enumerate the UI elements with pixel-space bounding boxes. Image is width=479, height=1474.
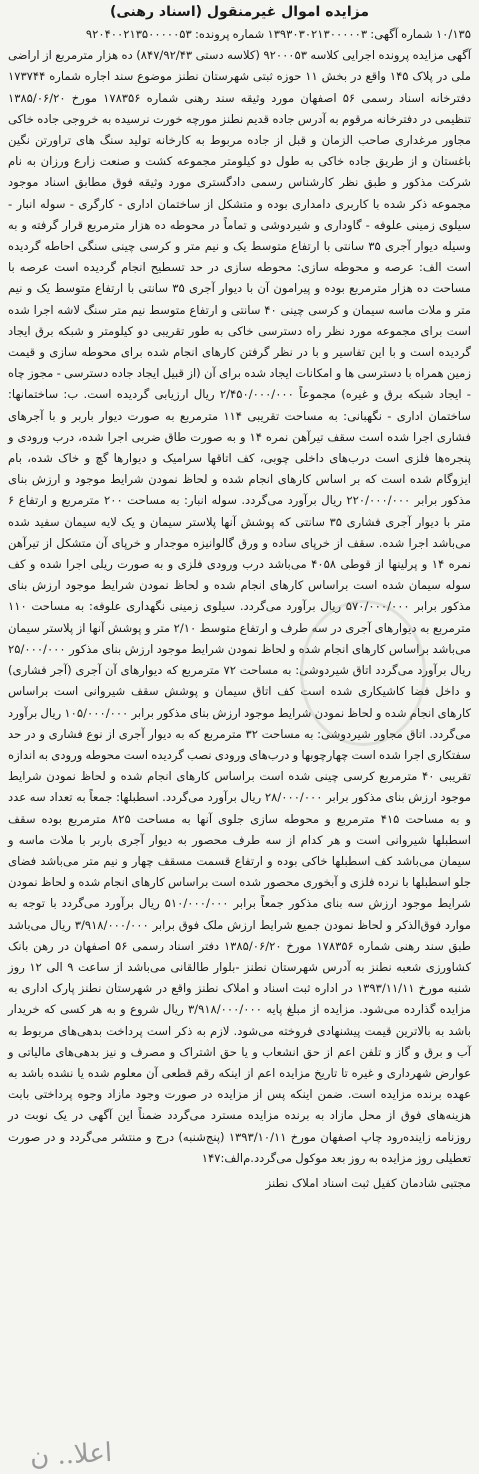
handwritten-note (29, 1438, 113, 1472)
notice-paragraph: آگهی مزایده پرونده اجرایی کلاسه ۹۲۰۰۰۵۳ (کلاسه دستی ۸۴۷/۹۲/۴۳) ده هزار مترمربع از اراضی ملی در پلاک ۱۴۵ واقع در بخش ۱۱ حوزه ثبتی شهرستان نطنز موضوع سند اجاره شماره ۱۷۳۷۴۴ دفترخانه اسناد رسمی ۵۶ اصفهان مورد وثیقه سند رهنی شماره ۱۷۸۳۵۶ مورخ ۱۳۸۵/۰۶/۲۰ تنظیمی در دفترخانه مرقوم به آدرس جاده قدیم نطنز مورچه خورت نرسیده به خروجی جاده خاکی مجاور مرغداری صاحب الزمان و قبل از جاده مربوط به کارخانه تولید سنگ های تراورتن نگین باغستان و از طریق جاده خاکی به طول دو کیلومتر مجموعه کشت و صنعت زارع ورزان به نام شرکت مذکور و طبق نظر کارشناس رسمی دادگستری مورد وثیقه فوق مطابق اسناد موجود مجموعه ذکر شده با کاربری دامداری بوده و متشکل از ساختمان اداری - کارگری - سوله انبار - سیلوی زمینی علوفه - گاوداری و شیردوشی و تماماً در محوطه ده هزار مترمربع قرار گرفته و به وسیله دیوار آجری ۳۵ سانتی با ارتفاع متوسط یک و نیم متر و کرسی چینی سنگی احاطه گردیده است الف: عرصه و محوطه سازی: محوطه سازی در حد تسطیح انجام گردیده است عرصه با مساحت ده هزار مترمربع بوده و پیرامون آن با دیوار آجری ۳۵ سانتی با ارتفاع متوسط یک و نیم متر و ملات ماسه سیمان و کرسی چینی ۴۰ سانتی و ارتفاع متوسط نیم متر سنگ لاشه اجرا شده است برای مجموعه مورد نظر راه دسترسی خاکی به طور تقریبی دو کیلومتر و شبکه برق ایجاد گردیده است و با این تفاسیر و با در نظر گرفتن کارهای انجام شده برای محوطه سازی و قیمت زمین همراه با دسترسی ها و امکانات ایجاد شده برای آن (از قبیل ایجاد جاده دسترسی - مجوز چاه - ایجاد شبکه برق و غیره) مجموعاً ۲/۴۵۰/۰۰۰/۰۰۰ ریال ارزیابی گردیده است. ب: ساختمانها: ساختمان اداری - نگهبانی: به مساحت تقریبی ۱۱۴ مترمربع به صورت دیوار باربر و با آجرهای فشاری اجرا شده است سقف تیرآهن نمره ۱۴ و به صورت طاق ضربی اجرا شده، درب ورودی و پنجره‌ها فلزی است درب‌های داخلی چوبی، کف اتاقها سرامیک و دیوارها گچ و خاک شده، بام ایزوگام شده است که بر اساس کارهای انجام شده و لحاظ نمودن شرایط موجود و ارزش بنای مذکور برابر ۲۲۰/۰۰۰/۰۰۰ ریال برآورد می‌گردد. سوله انبار: به مساحت ۲۰۰ مترمربع و ارتفاع ۶ متر با دیوار آجری فشاری ۳۵ سانتی که پوشش آنها پلاستر سیمان و یک لایه سیمان سفید شده می‌باشد اجرا شده. سقف از خرپای ساده و ورق گالوانیزه موجدار و خرپای آن متشکل از تیرآهن نمره ۱۴ و پرلینها از قوطی ۴۰۵۸ می‌باشد درب ورودی فلزی و به صورت ریلی اجرا شده و کف سوله سیمان شده است براساس کارهای انجام شده و لحاظ نمودن شرایط موجود ارزش بنای مذکور برابر ۵۷۰/۰۰۰/۰۰۰ ریال برآورد می‌گردد. سیلوی زمینی نگهداری علوفه: به مساحت ۱۱۰ مترمربع به دیوارهای آجری در سه طرف و ارتفاع متوسط ۲/۱۰ متر و پوشش آنها از پلاستر سیمان می‌باشد براساس کارهای انجام شده و لحاظ نمودن شرایط موجود ارزش بنای مذکور ۲۵/۰۰۰/۰۰۰ ریال برآورد می‌گردد اتاق شیردوشی: به مساحت ۷۲ مترمربع که دیوارهای آن آجری (آجر فشاری) و داخل فضا کاشیکاری شده است کف اتاق سیمان و پوشش سقف شیروانی است براساس کارهای انجام شده و لحاظ نمودن شرایط موجود ارزش بنای مذکور برابر ۱۰۵/۰۰۰/۰۰۰ ریال برآورد می‌گردد. اتاق مجاور شیردوشی: به مساحت ۳۲ مترمربع که به دیوار آجری از نوع فشاری و در حد سفتکاری اجرا شده است چهارچوبها و درب‌های ورودی نصب گردیده است محوطه ورودی به اندازه تقریبی ۴۰ مترمربع کرسی چینی شده است براساس کارهای انجام شده و لحاظ نمودن شرایط موجود ارزش بنای مذکور برابر ۲۸/۰۰۰/۰۰۰ ریال برآورد می‌گردد. اسطبلها: جمعاً به تعداد سه عدد و به مساحت ۴۱۵ مترمربع و محوطه سازی جلوی آنها به مساحت ۸۲۵ مترمربع بوده سقف اسطبلها شیروانی است و هر کدام از سه طرف محصور به دیوار آجری باربر با ملات ماسه و سیمان می‌باشد کف اسطبلها خاکی بوده و ارتفاع قسمت مسقف چهار و نیم متر می‌باشد فضای جلو اسطبلها با نرده فلزی و آبخوری محصور شده است براساس کارهای انجام شده و لحاظ نمودن شرایط موجود ارزش سه بنای مذکور جمعاً برابر ۵۱۰/۰۰۰/۰۰۰ ریال برآورد می‌گردد با توجه به موارد فوق‌الذکر و لحاظ نمودن جمیع شرایط ارزش ملک فوق برابر ۳/۹۱۸/۰۰۰/۰۰۰ ریال می‌باشد طبق سند رهنی شماره ۱۷۸۳۵۶ مورخ ۱۳۸۵/۰۶/۲۰ دفتر اسناد رسمی ۵۶ اصفهان در رهن بانک کشاورزی شعبه نطنز به آدرس شهرستان نطنز -بلوار طالقانی می‌باشد از ساعت ۹ الی ۱۲ روز شنبه مورخ ۱۳۹۳/۱۱/۱۱ در اداره ثبت اسناد و املاک نطنز واقع در شهرستان نطنز پارک اداری به مزایده گذارده می‌شود. مزایده از مبلغ پایه ۳/۹۱۸/۰۰۰/۰۰۰ ریال شروع و به هر کسی که خریدار باشد به بالاترین قیمت پیشنهادی فروخته می‌شود. لازم به ذکر است پرداخت بدهی‌های مربوط به آب و برق و گاز و تلفن اعم از حق انشعاب و یا حق اشتراک و مصرف و نیز بدهی‌های مالیاتی و عوارض شهرداری و غیره تا تاریخ مزایده اعم از اینکه رقم قطعی آن معلوم شده یا نشده باشد به عهده برنده مزایده است. ضمن اینکه پس از مزایده در صورت وجود مازاد وجوه پرداختی بابت هزینه‌های فوق از محل مازاد به برنده مزایده مسترد می‌گردد ضمناً این آگهی در یک نوبت در روزنامه زاینده‌رود چاپ اصفهان مورخ ۱۳۹۳/۱۰/۱۱ (پنج‌شنبه) درج و منتشر می‌گردد و در صورت تعطیلی روز مزایده به روز بعد موکول می‌گردد.م‌الف:۱۴۷ (8, 48, 472, 1165)
notice-body (8, 24, 471, 1169)
notice-header-line: ۱۰/۱۳۵ شماره آگهی: ۱۳۹۳۰۳۰۲۱۳۰۰۰۰۰۳ شماره پرونده: ۹۲۰۴۰۰۲۱۳۵۰۰۰۰۰۵۳ (85, 27, 471, 41)
notice-title: مزایده اموال غیرمنقول (اسناد رهنی) (109, 4, 369, 20)
signature-line: مجتبی شادمان کفیل ثبت اسناد املاک نطنز (265, 1175, 471, 1190)
handwritten-text: اعلا.. ن (29, 1437, 113, 1473)
